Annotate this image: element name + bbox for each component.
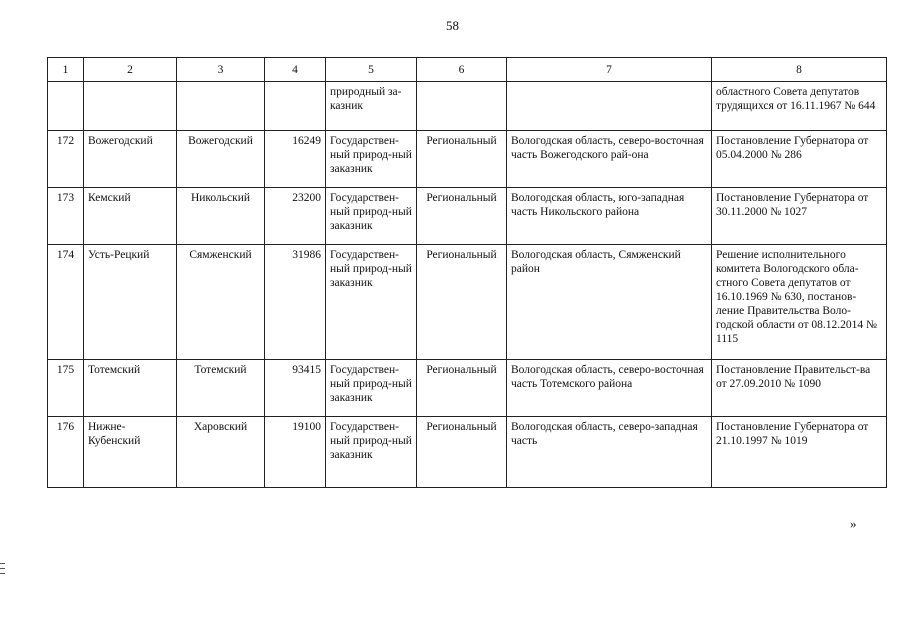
header-col-4: 4 <box>265 58 326 82</box>
cell-number: 176 <box>48 417 84 488</box>
cell-document: Постановление Губернатора от 30.11.2000 № 1027 <box>712 188 887 245</box>
cell-area: 93415 <box>265 360 326 417</box>
cell-category: Государствен-ный природ-ный заказник <box>326 131 417 188</box>
cell-number: 173 <box>48 188 84 245</box>
cell-significance: Региональный <box>417 188 507 245</box>
cell-name: Кемский <box>84 188 177 245</box>
header-row <box>48 58 887 82</box>
header-col-7: 7 <box>507 58 712 82</box>
cell-district: Никольский <box>177 188 265 245</box>
header-col-8: 8 <box>712 58 887 82</box>
protected-areas-table <box>47 57 887 488</box>
header-col-6: 6 <box>417 58 507 82</box>
cell-empty <box>265 82 326 131</box>
cell-category: Государствен-ный природ-ный заказник <box>326 245 417 360</box>
cell-significance: Региональный <box>417 245 507 360</box>
cell-number: 172 <box>48 131 84 188</box>
table-body <box>48 82 887 488</box>
cell-category: Государствен-ный природ-ный заказник <box>326 188 417 245</box>
cell-name: Тотемский <box>84 360 177 417</box>
cell-area: 31986 <box>265 245 326 360</box>
cell-empty <box>507 82 712 131</box>
cell-district: Тотемский <box>177 360 265 417</box>
cell-significance: Региональный <box>417 417 507 488</box>
cell-location: Вологодская область, юго-западная часть Никольского района <box>507 188 712 245</box>
header-col-5: 5 <box>326 58 417 82</box>
header-col-2: 2 <box>84 58 177 82</box>
cell-area: 23200 <box>265 188 326 245</box>
cell-significance: Региональный <box>417 131 507 188</box>
cell-empty <box>417 82 507 131</box>
cell-name: Вожегодский <box>84 131 177 188</box>
table-row-continuation <box>48 82 887 131</box>
header-col-3: 3 <box>177 58 265 82</box>
table-row <box>48 360 887 417</box>
cell-number: 175 <box>48 360 84 417</box>
cell-name: Нижне-Кубенский <box>84 417 177 488</box>
cell-document: Постановление Губернатора от 05.04.2000 № 286 <box>712 131 887 188</box>
cell-location: Вологодская область, северо-западная часть <box>507 417 712 488</box>
header-col-1: 1 <box>48 58 84 82</box>
cell-document: Постановление Губернатора от 21.10.1997 № 1019 <box>712 417 887 488</box>
table-header <box>48 58 887 82</box>
margin-mark <box>0 563 5 564</box>
cell-district: Вожегодский <box>177 131 265 188</box>
margin-mark <box>0 568 5 569</box>
cell-location: Вологодская область, Сямженский район <box>507 245 712 360</box>
table-row <box>48 188 887 245</box>
cell-empty <box>48 82 84 131</box>
cell-district: Харовский <box>177 417 265 488</box>
cell-empty <box>177 82 265 131</box>
cell-name: Усть-Рецкий <box>84 245 177 360</box>
table-row <box>48 417 887 488</box>
table-row <box>48 245 887 360</box>
page-number: 58 <box>446 18 459 33</box>
table-row <box>48 131 887 188</box>
cell-number: 174 <box>48 245 84 360</box>
cell-document: Постановление Правительст-ва от 27.09.2010 № 1090 <box>712 360 887 417</box>
margin-mark <box>0 573 5 574</box>
cell-area: 19100 <box>265 417 326 488</box>
cell-empty <box>84 82 177 131</box>
continuation-mark: » <box>850 516 857 531</box>
cell-significance: Региональный <box>417 360 507 417</box>
cell-category: Государствен-ный природ-ный заказник <box>326 360 417 417</box>
cell-district: Сямженский <box>177 245 265 360</box>
cell-area: 16249 <box>265 131 326 188</box>
cell-document: Решение исполнительного комитета Вологодского обла-стного Совета депутатов от 16.10.1969 № 630, постанов-ление Правительства Воло-годской области от 08.12.2014 № 1115 <box>712 245 887 360</box>
cell-category: Государствен-ный природ-ный заказник <box>326 417 417 488</box>
cell-location: Вологодская область, северо-восточная часть Вожегодского рай-она <box>507 131 712 188</box>
cell-location: Вологодская область, северо-восточная часть Тотемского района <box>507 360 712 417</box>
cell-document: областного Совета депутатов трудящихся от 16.11.1967 № 644 <box>712 82 887 131</box>
cell-category: природный за-казник <box>326 82 417 131</box>
